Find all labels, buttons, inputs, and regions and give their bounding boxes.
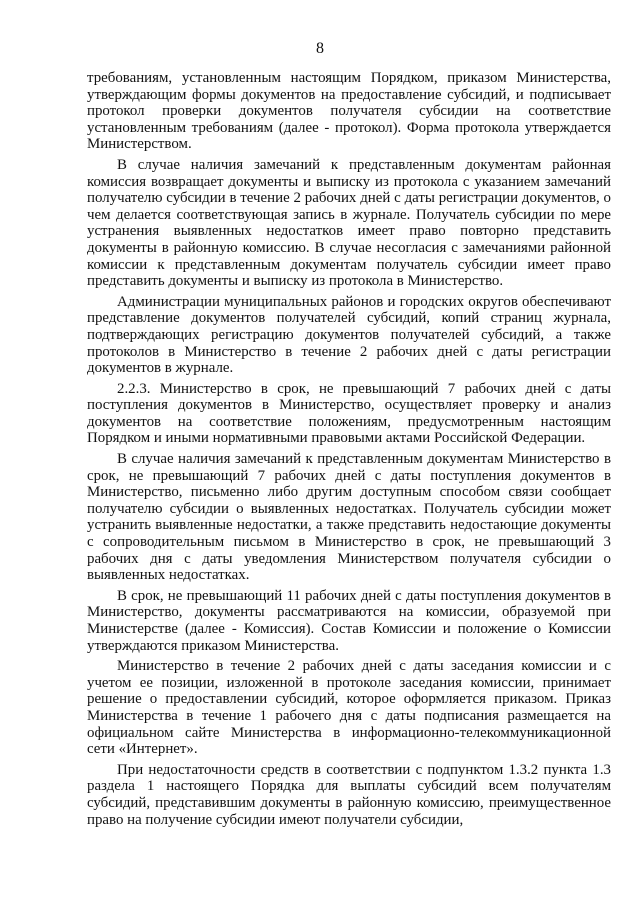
paragraph-1: требованиям, установленным настоящим Порядком, приказом Министерства, утверждающим формы документов на предоставление субсидий, и подписывает протокол проверки документов получателя субсидии на соответствие установленным требованиям (далее - протокол). Форма протокола утверждается Министерством. bbox=[87, 70, 611, 153]
paragraph-8: При недостаточности средств в соответствии с подпунктом 1.3.2 пункта 1.3 раздела 1 настоящего Порядка для выплаты субсидий всем получателям субсидий, представившим документы в районную комиссию, преимущественное право на получение субсидии имеют получатели субсидии, bbox=[87, 761, 611, 828]
paragraph-7: Министерство в течение 2 рабочих дней с даты заседания комиссии и с учетом ее позиции, изложенной в протоколе заседания комиссии, принимает решение о предоставлении субсидий, которое оформляется приказом. Приказ Министерства в течение 1 рабочего дня с даты подписания размещается на официальном сайте Министерства в информационно-телекоммуникационной сети «Интернет». bbox=[87, 658, 611, 758]
document-body bbox=[87, 70, 611, 832]
paragraph-4: 2.2.3. Министерство в срок, не превышающий 7 рабочих дней с даты поступления документов в Министерство, осуществляет проверку и анализ документов на соответствие положениям, предусмотренным настоящим Порядком и иными нормативными правовыми актами Российской Федерации. bbox=[87, 380, 611, 447]
paragraph-6: В срок, не превышающий 11 рабочих дней с даты поступления документов в Министерство, документы рассматриваются на комиссии, образуемой при Министерстве (далее - Комиссия). Состав Комиссии и положение о Комиссии утверждаются приказом Министерства. bbox=[87, 587, 611, 654]
paragraph-2: В случае наличия замечаний к представленным документам районная комиссия возвращает документы и выписку из протокола с указанием замечаний получателю субсидии в течение 2 рабочих дней с даты регистрации документов, о чем делается соответствующая запись в журнале. Получатель субсидии по мере устранения выявленных недостатков имеет право повторно представить документы в районную комиссию. В случае несогласия с замечаниями районной комиссии к представленным документам получатель субсидии имеет право представить документы и выписку из протокола в Министерство. bbox=[87, 156, 611, 290]
paragraph-3: Администрации муниципальных районов и городских округов обеспечивают представление документов получателей субсидий, копий страниц журнала, подтверждающих регистрацию документов получателей субсидий, а также протоколов в Министерство в течение 2 рабочих дней с даты регистрации документов в журнале. bbox=[87, 293, 611, 377]
page-number: 8 bbox=[316, 40, 324, 57]
paragraph-5: В случае наличия замечаний к представленным документам Министерство в срок, не превышающий 7 рабочих дней с даты поступления документов в Министерство, письменно либо другим доступным способом связи сообщает получателю субсидии о выявленных недостатках. Получатель субсидии может устранить выявленные недостатки, а также представить недостающие документы с сопроводительным письмом в Министерство в срок, не превышающий 3 рабочих дня с даты уведомления Министерством получателя субсидии о выявленных недостатках. bbox=[87, 451, 611, 584]
